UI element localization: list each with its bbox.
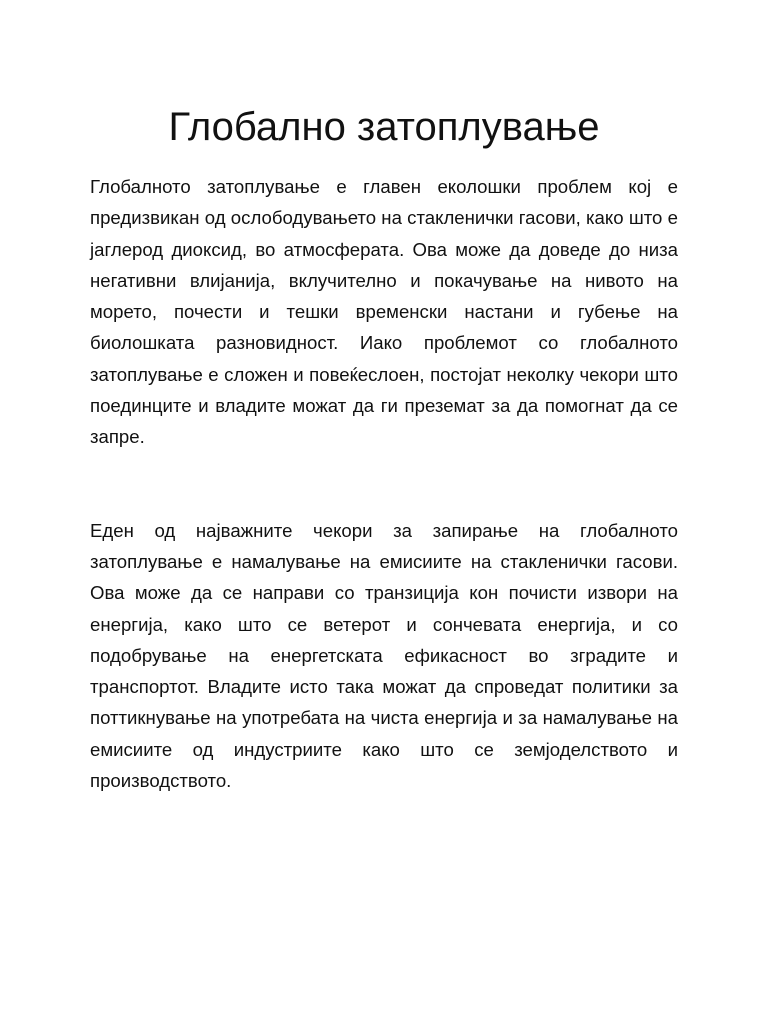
- paragraph-2: Еден од најважните чекори за запирање на глобалното затоплување е намалување на емисиите на стакленички гасови. Ова може да се направи со транзиција кон почисти извори на енергија, како што се ветерот и сончевата енергија, и со подобрување на енергетската ефикасност во зградите и транспортот. Владите исто така можат да спроведат политики за поттикнување на употребата на чиста енергија и за намалување на емисиите од индустриите како што се земјоделството и производството.: [90, 519, 678, 792]
- document-title: Глобално затоплување: [168, 105, 600, 149]
- paragraph-1: Глобалното затоплување е главен еколошки проблем кој е предизвикан од ослободувањето на стакленички гасови, како што е јаглерод диоксид, во атмосферата. Ова може да доведе до низа негативни влијанија, вклучително и покачување на нивото на морето, почести и тешки временски настани и губење на биолошката разновидност. Иако проблемот со глобалното затоплување е сложен и повеќеслоен, постојат неколку чекори што поединците и владите можат да ги преземат за да помогнат да се запре.: [90, 176, 678, 448]
